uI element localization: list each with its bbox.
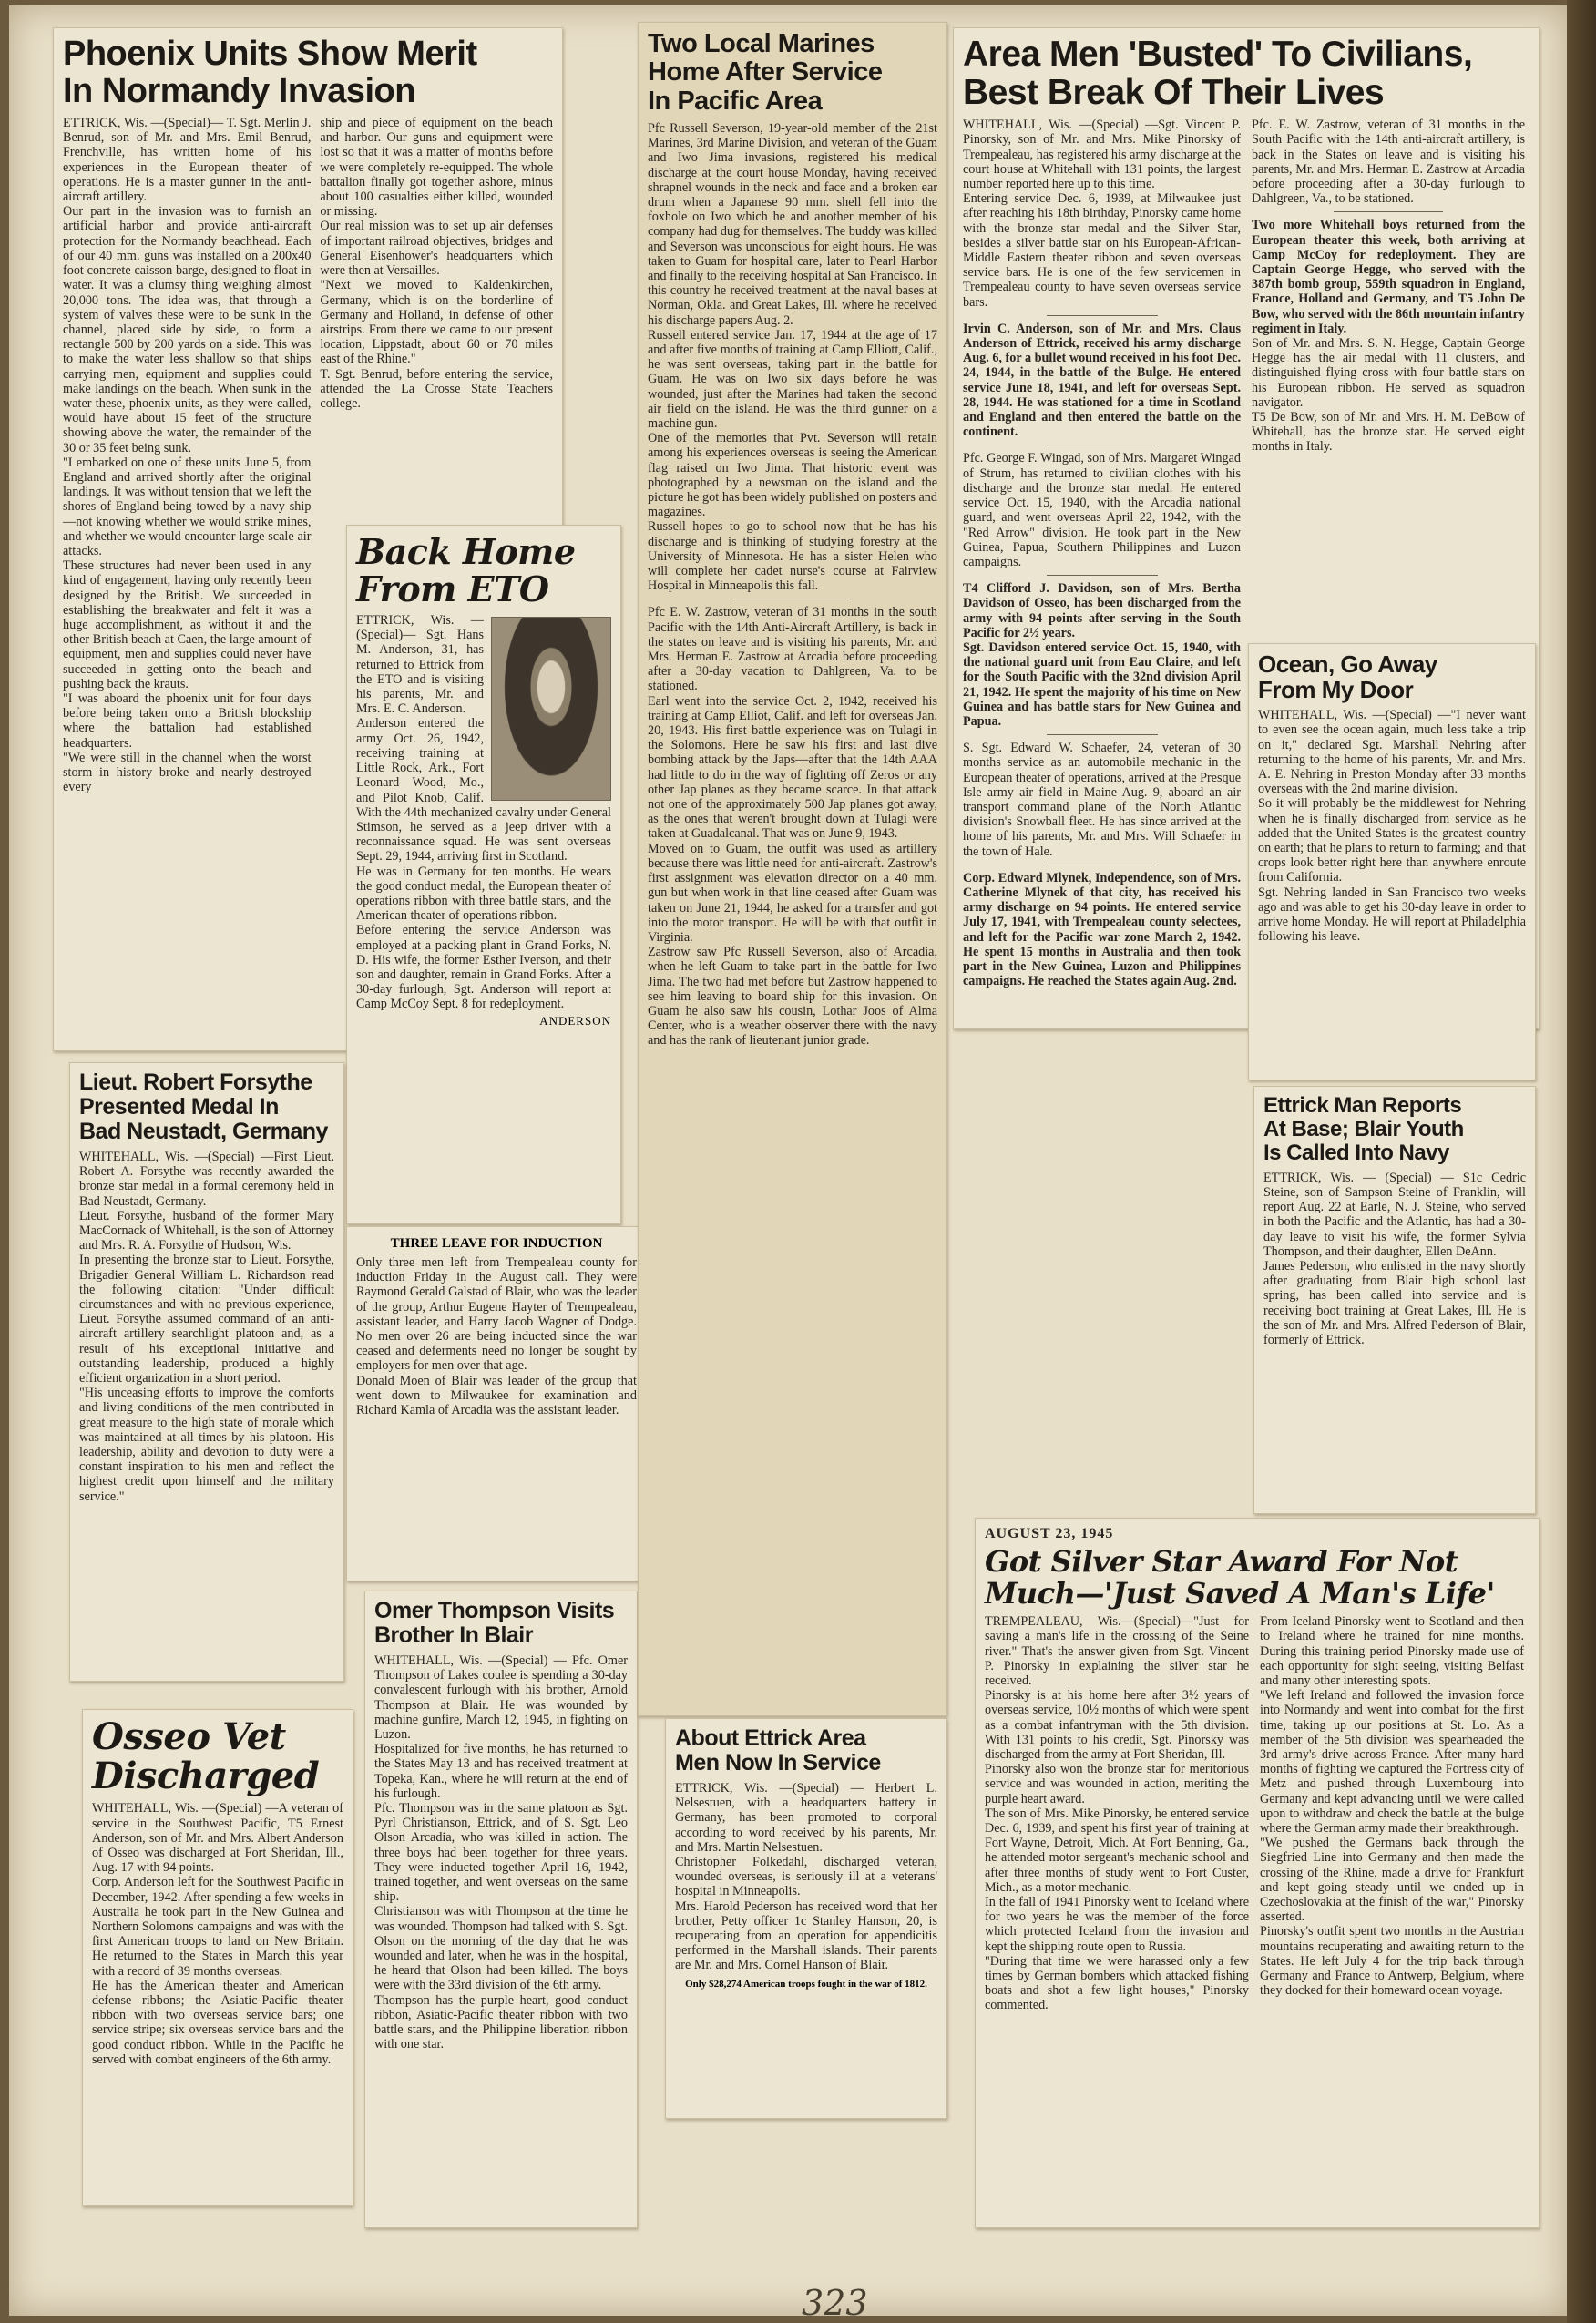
headline-three-leave: THREE LEAVE FOR INDUCTION [390,1236,603,1251]
scrapbook-page [9,5,1569,2323]
headline-line-1: Area Men 'Busted' To Civilians, [963,35,1473,74]
article-forsythe [69,1062,344,1682]
headline-line-2: From ETO [356,568,549,610]
headline-line-3: Is Called Into Navy [1264,1140,1449,1165]
headline-forsythe [79,1070,334,1144]
headline-line-2: Home After Service [648,57,883,87]
headline-line-2: Men Now In Service [675,1750,881,1776]
headline-line-2: Brother In Blair [374,1622,533,1648]
article-body-part1: Pfc Russell Severson, 19-year-old member of the 21st Marines, 3rd Marine Division, and veteran of the Guam and Iwo Jima invasions, registered his medical discharge at the court house Monday, having received shrapnel wounds in the neck and face and a broken ear drum when a Japanese 90 mm. shell fell into the foxhole on Iwo which he and another member of his company had dug for themselves. The buddy was killed and Severson was unconscious for eight hours. He was taken to Guam for hospital care, later to Pearl Harbor and finally to the receiving hospital at San Francisco. In this country he received treatment at the naval bases at Norman, Okla. and Great Lakes, Ill. where he received his discharge papers Aug. 2. Russell entered service Jan. 17, 1944 at the age of 17 and after five months of training at Camp Elliott, Calif., he was sent overseas, taking part in the battle for Guam. He was on Iwo six days before he was wounded, just after the Marines had taken the second air field on the island. He was the third gunner on a machine gun. One of the memories that Pvt. Severson will retain among his experiences overseas is seeing the American flag raised on Iwo Jima. That historic event was photographed by a newsman on the island and the picture he got has been widely published on posters and magazines. Russell hopes to go to school now that he has his discharge and is thinking of studying forestry at the University of Minnesota. He has a sister Helen who will complete her cadet nurse's course at Fairview Hospital in Minneapolis this fall. [648,120,937,594]
headline-line-3: In Pacific Area [648,86,823,116]
article-body-wingad: Pfc. George F. Wingad, son of Mrs. Margaret Wingad of Strum, has returned to civilian clothes with his discharge and the bronze star medal. He entered service Oct. 15, 1940, with the Arcadia national guard, and went overseas April 22, 1942, with the "Red Arrow" division. He took part in the New Guinea, Papua, Southern Philippines and Luzon campaigns. [963,451,1241,569]
article-body: WHITEHALL, Wis. —(Special) —First Lieut. Robert A. Forsythe was recently awarded the bronze star medal in a formal ceremony held in Bad Neustadt, Germany. Lieut. Forsythe, husband of the former Mary MacCornack of Whitehall, is the son of Attorney and Mrs. R. A. Forsythe of Hudson, Wis. In presenting the bronze star to Lieut. Forsythe, Brigadier General William L. Richardson read the following citation: "Under difficult circumstances and with no previous experience, Lieut. Forsythe assumed command of an anti-aircraft artillery searchlight platoon and, as a result of his exceptional initiative and outstanding leadership, produced a highly efficient organization in a short period. "His unceasing efforts to improve the comforts and living conditions of the men contributed in great measure to the high state of morale which was maintained at all times by his platoon. His leadership, ability and devotion to duty were a constant inspiration to his men and reflect the highest credit upon himself and the military service." [79,1150,334,1504]
headline-line-1: About Ettrick Area [675,1725,866,1751]
headline-line-2: From My Door [1258,676,1414,704]
handwritten-page-number: 323 [802,2283,868,2323]
headline-line-3: Bad Neustadt, Germany [79,1119,328,1144]
headline-phoenix [63,36,553,110]
headline-ocean [1258,651,1526,702]
article-body-anderson: Irvin C. Anderson, son of Mr. and Mrs. Claus Anderson of Ettrick, received his army discharge Aug. 6, for a bullet wound received in his foot Dec. 24, 1944, in the battle of the Bulge. He entered service June 18, 1941, and left for overseas Sept. 28, 1944. He was stationed for a time in Scotland and England and then entered the battle on the continent. [963,321,1241,440]
article-osseo-vet [82,1709,353,2206]
headline-line-2: Best Break Of Their Lives [963,73,1385,113]
album-binding [1567,0,1596,2323]
article-ettrick-man-reports [1253,1086,1536,1514]
article-body-mlynek: Corp. Edward Mlynek, Independence, son of Mrs. Catherine Mlynek of that city, has received his army discharge on 94 points. He entered service July 17, 1941, with Trempealeau county selectees, and left for the Pacific war zone March 2, 1942. He spent 15 months in Australia and then took part in the New Guinea, Luzon and Philippines campaigns. He reached the States again Aug. 2nd. [963,870,1241,989]
article-body-part2: Pfc E. W. Zastrow, veteran of 31 months in the south Pacific with the 14th Anti-Aircraft Artillery, is back in the states on leave and is visiting his parents, Mr. and Mrs. Herman E. Zastrow at Arcadia before proceeding after a 30-day vacation to Dahlgreen, Va. to be stationed. Earl went into the service Oct. 2, 1942, received his training at Camp Elliot, Calif. and left for overseas Jan. 20, 1943. His first battle experience was on Tulagi in the Solomons. Here he saw his first and last dive bombing attack by the Japs—after that the 14th AAA had little to do in the way of fighting off Zeros or any other Jap planes as they became scarce. In that attack not one of the approximately 500 Jap planes got away, as the ones that weren't brought down at Tulagi were taken at Guadalcanal. That was on June 9, 1943. Moved on to Guam, the outfit was used as artillery because there was little need for anti-aircraft. Zastrow's first assignment was elevation director on a 40 mm. gun but when work in that line ceased after Guam was taken on June 21, 1944, he asked for a transfer and got into the motor transport. He will be with that outfit in Virginia. Zastrow saw Pfc Russell Severson, also of Arcadia, when he left Guam to take part in the battle for Iwo Jima. The two had met before but Zastrow happened to see him leaving to board ship for this invasion. On Guam he also saw his cousin, Lothar Joos of Alma Center, who is a weather observer there with the navy and has the rank of lieutenant junior grade. [648,605,937,1049]
article-body: WHITEHALL, Wis. —(Special) —A veteran of service in the Southwest Pacific, T5 Ernest Anderson, son of Mr. and Mrs. Albert Anderson of Osseo was discharged at Fort Sheridan, Ill., Aug. 17 with 94 points. Corp. Anderson left for the Southwest Pacific in December, 1942. After spending a few weeks in Australia he took part in the New Guinea and Northern Solomons campaigns and was with the first American troops to land on New Britain. He returned to the States in March this year with a record of 39 months overseas. He has the American theater and American defense ribbons; the Asiatic-Pacific theater ribbon with two overseas service bars; one service stripe; six overseas service bars and the good conduct ribbon. While in the Pacific he served with combat engineers of the 6th army. [92,1801,343,2067]
headline-line-2: Presented Medal In [79,1094,279,1120]
divider [1047,575,1158,576]
headline-steine [1264,1094,1526,1165]
headline-line-1: Lieut. Robert Forsythe [79,1069,312,1095]
article-three-leave [346,1226,647,1581]
headline-line-1: Omer Thompson Visits [374,1598,615,1623]
headline-line-1: Osseo Vet [92,1715,286,1758]
divider [1334,211,1443,212]
headline-omer [374,1599,628,1648]
article-body: Only three men left from Trempealeau county for induction Friday in the August call. They were Raymond Gerald Galstad of Blair, who was the leader of the group, Arthur Eugene Hayter of Trempealeau, assistant leader, and Harry Jacob Wagner of Dodge. No men over 26 are being inducted since the war ceased and deferments need no longer be sought by employers for men over that age. Donald Moen of Blair was leader of the group that went down to Milwaukee for examination and Richard Kamla of Arcadia was the assistant leader. [356,1255,637,1418]
article-back-home [346,525,621,1224]
headline-line-1: Back Home [356,531,576,572]
filler-note: Only $28,274 American troops fought in the war of 1812. [685,1978,927,1990]
headline-line-2: Much—'Just Saved A Man's Life' [985,1575,1495,1611]
article-body-zastrow: Pfc. E. W. Zastrow, veteran of 31 months in the South Pacific with the 14th anti-aircraft artillery, is back in the States on leave and is visiting his parents, Mr. and Mrs. Herman E. Zastrow at Arcadia before proceeding after a 30-day furlough to Dahlgreen, Va., to be stationed. [1252,118,1525,207]
headline-back-home [356,533,611,608]
clipping-date: AUGUST 23, 1945 [985,1526,1114,1541]
headline-osseo [92,1717,343,1796]
soldier-photo [491,617,611,801]
headline-line-1: Got Silver Star Award For Not [985,1544,1458,1579]
headline-marines [648,30,937,116]
headline-line-1: Ocean, Go Away [1258,650,1437,678]
article-body-davidson: T4 Clifford J. Davidson, son of Mrs. Bertha Davidson of Osseo, has been discharged from the army with 94 points after serving in the South Pacific for 2½ years. Sgt. Davidson entered service Oct. 15, 1940, with the national guard unit from Eau Claire, and left for the South Pacific with the 32nd division April 21, 1942. He spent the majority of his time on New Guinea and has battle stars for New Guinea and Papua. [963,581,1241,729]
article-body-schaefer: S. Sgt. Edward W. Schaefer, 24, veteran of 30 months service as an automobile mechanic in the European theater of operations, arrived at the Presque Isle army air field in Maine Aug. 9, aboard an air transport command plane of the North Atlantic division's Snowball fleet. He has since arrived at the home of his parents, Mr. and Mrs. Will Schaefer in the town of Hale. [963,741,1241,859]
article-body-col1: ETTRICK, Wis. —(Special)— T. Sgt. Merlin J. Benrud, son of Mr. and Mrs. Emil Benrud, Frenchville, has written home of his experiences in the European theater of operations. He is a master gunner in the anti-aircraft artillery. Our part in the invasion was to furnish an artificial harbor and provide anti-aircraft protection for the Normandy beachhead. Each of our 40 mm. guns was installed on a 200x40 foot concrete caisson barge, designed to float in water. It was a clumsy thing weighing almost 20,000 tons. The idea was, that through a system of valves these were to be sunk in the channel, placed side by side, to form a rectangle 500 by 200 yards on a side. This was to make the water less shallow so that ships carrying men, equipment and supplies could make landings on the beach. When sunk in the water these, phoenix units, as they were called, would have about 15 feet of the structure showing above the water, the remainder of the 30 or 35 feet being sunk. "I embarked on one of these units June 5, from England and arrived shortly after the original landings. It was without tension that we left the shores of England being towed by a navy ship—not knowing whether we would strike mines, and whether we would encounter large scale air attacks. These structures had never been used in any kind of engagement, having only recently been designed by the British. We succeeded in establishing the breakwater and felt it was a huge accomplishment, as without it and the other British beach at Caen, the large amount of equipment, men and supplies could never have succeeded in getting onto the beach and pushing back the krauts. "I was aboard the phoenix unit for four days before being taken onto a British blockship where the battalion had established headquarters. "We were still in the channel when the worst storm in history broke and nearly destroyed every [63,116,312,795]
headline-line-2: Discharged [92,1755,320,1798]
article-body-col2: From Iceland Pinorsky went to Scotland and then to Ireland where he trained for nine months. During this training period Pinorsky made use of each opportunity for sight seeing, visiting Belfast and many other interesting spots. "We left Ireland and followed the invasion force into Normandy and went into combat for the first time, taking up our positions at St. Lo. As a member of the 5th division was spearheaded the 3rd army's drive across France. After many hard months of fighting we captured the Fortress city of Metz and pushed through Luxembourg into Germany and kept advancing until we were called upon to withdraw and check the battle at the bulge where the German army made their breakthrough. "We pushed the Germans back through the Siegfried Line into Germany and then made the crossing of the Rhine, made a drive for Frankfurt and kept going steady until we ended up in Czechoslovakia at the finish of the war," Pinorsky asserted. Pinorsky's outfit spent two months in the Austrian mountains recuperating and awaiting return to the States. He left July 4 for the trip back through Germany and France to Antwerp, Belgium, where they docked for their homeward ocean voyage. [1260,1614,1524,1999]
headline-line-2: In Normandy Invasion [63,72,415,111]
article-ettrick-area [665,1718,947,2119]
article-two-marines [638,22,947,1716]
article-body-col1: TREMPEALEAU, Wis.—(Special)—"Just for saving a man's life in the crossing of the Seine river." That's the answer given from Sgt. Vincent P. Pinorsky in explaining the silver star he received. Pinorsky is at his home here after 3½ years of overseas service, 10½ months of which were spent as a combat infantryman with the 5th division. With 131 points to his credit, Sgt. Pinorsky was discharged from the army at Fort Sheridan, Ill. Pinorsky also won the bronze star for meritorious service and was wounded in action, meriting the purple heart award. The son of Mrs. Mike Pinorsky, he entered service Dec. 6, 1939, and spent his first year of training at Fort Wayne, Detroit, Mich. At Fort Benning, Ga., he attended motor sergeant's mechanic school and after three months of study went to Fort Custer, Mich., as a motor mechanic. In the fall of 1941 Pinorsky went to Iceland where for two years he was the member of the force which protected Iceland from the invasion and kept the shipping route open to Russia. "During that time we were harassed only a few times by German bombers which attacked fishing boats and shot a few light houses," Pinorsky commented. [985,1614,1249,2013]
headline-silver-star [985,1546,1530,1609]
article-body: ETTRICK, Wis. — (Special) — S1c Cedric Steine, son of Sampson Steine of Franklin, will report Aug. 22 at Earle, N. J. Steine, who served in both the Pacific and the Atlantic, has had a 30-day leave to visit his wife, the former Sylvia Thompson, and their daughter, Ellen DeAnn. James Pederson, who enlisted in the navy shortly after graduating from Blair high school last spring, has been called into service and is receiving boot training at Great Lakes, Ill. He is the son of Mr. and Mrs. Alfred Pederson of Blair, formerly of Ettrick. [1264,1170,1526,1347]
article-body-whitehall-boys: Two more Whitehall boys returned from the European theater this week, both arriving at Camp McCoy for redeployment. They are Captain George Hegge, who served with the 387th bomb group, 559th squadron in England, France, Holland and Germany, and T5 John De Bow, who served with the 86th mountain infantry regiment in Italy. [1252,218,1525,336]
article-ocean-go-away [1248,643,1536,1080]
photo-caption: ANDERSON [539,1013,611,1028]
article-body: ETTRICK, Wis. —(Special)— Sgt. Hans M. Anderson, 31, has returned to Ettrick from the ETO and is visiting his parents, Mr. and Mrs. E. C. Anderson. Anderson entered the army Oct. 26, 1942, receiving training at Little Rock, Ark., Fort Leonard Wood, Mo., and Pilot Knob, Calif. With the 44th mechanized cavalry under General Stimson, he served as a jeep driver with a reconnaissance squad. He was sent overseas Sept. 29, 1944, arriving first in Scotland. He was in Germany for ten months. He wears the good conduct medal, the European theater of operations ribbon with three battle stars, and the American theater of operations ribbon. Before entering the service Anderson was employed at a packing plant in Grand Forks, N. D. His wife, the former Esther Iverson, and their son and daughter, remain in Grand Forks. After a 30-day furlough, Sgt. Anderson will report at Camp McCoy Sept. 8 for redeployment. [356,613,611,1012]
article-body-hegge: Son of Mr. and Mrs. S. N. Hegge, Captain George Hegge has the air medal with 11 clusters, and distinguished flying cross with four battle stars on his European ribbon. He served as squadron navigator. T5 De Bow, son of Mr. and Mrs. H. M. DeBow of Whitehall, has the bronze star. He served eight months in Italy. [1252,336,1525,455]
article-body: WHITEHALL, Wis. —(Special) — Pfc. Omer Thompson of Lakes coulee is spending a 30-day convalescent furlough with his brother, Arnold Thompson at Blair. He was wounded by machine gunfire, March 12, 1945, in fighting on Luzon. Hospitalized for five months, he has returned to the States May 13 and has received treatment at Topeka, Kan., where he will return at the end of his furlough. Pfc. Thompson was in the same platoon as Sgt. Pyrl Christianson, Ettrick, and of S. Sgt. Leo Olson Arcadia, who was killed in action. The three boys had been together for three years. They were inducted together April 16, 1942, trained together, and went overseas on the same ship. Christianson was with Thompson at the time he was wounded. Thompson had talked with S. Sgt. Olson on the morning of the day that he was wounded and later, when he was in the hospital, he heard that Olson had been killed. The boys were with the 33rd division of the 6th army. Thompson has the purple heart, good conduct ribbon, Asiatic-Pacific theater ribbon with two battle stars, and the Philippine liberation ribbon with one star. [374,1653,628,2052]
article-body-pinorsky: WHITEHALL, Wis. —(Special) —Sgt. Vincent P. Pinorsky, son of Mr. and Mrs. Mike Pinorsky of Trempealeau, has registered his army discharge at the court house at Whitehall with 131 points, the largest number reported here up to this time. Entering service Dec. 6, 1939, at Milwaukee just after reaching his 18th birthday, Pinorsky came home with the bronze star medal and the Silver Star, besides a silver battle star on his European-African-Middle Eastern theater ribbon and seven overseas service bars. He is one of the few servicemen in Trempealeau county to have seven overseas service bars. [963,118,1241,310]
article-silver-star [975,1518,1540,2228]
headline-ettrick-area [675,1726,937,1776]
busted-col1 [963,118,1241,988]
headline-line-2: At Base; Blair Youth [1264,1116,1464,1141]
article-omer-thompson [364,1591,638,2228]
headline-line-1: Phoenix Units Show Merit [63,35,477,73]
headline-line-1: Ettrick Man Reports [1264,1093,1462,1118]
article-body-col2: ship and piece of equipment on the beach and harbor. Our guns and equipment were lost so that it was a matter of months before we were completely re-equipped. The whole battalion finally got together ashore, minus about 100 casualties either killed, wounded or missing. Our real mission was to set up air defenses of important railroad objectives, bridges and General Eisenhower's headquarters which were then at Versailles. "Next we moved to Kaldenkirchen, Germany, which is on the borderline of Germany and Holland, in defense of other airstrips. From there we came to our present location, Lippstadt, about 60 or 70 miles east of the Rhine." T. Sgt. Benrud, before entering the service, attended the La Crosse State Teachers college. [320,116,553,411]
divider [1047,734,1158,735]
divider [1047,315,1158,316]
headline-busted [963,36,1530,112]
headline-line-1: Two Local Marines [648,29,875,58]
article-body: WHITEHALL, Wis. —(Special) —"I never want to even see the ocean again, much less take a trip on it," declared Sgt. Marshall Nehring after returning to the home of his parents, Mr. and Mrs. A. E. Nehring in Preston Monday after 33 months overseas with the 2nd marine division. So it will probably be the middlewest for Nehring when he is finally discharged from service as he added that the United States is the greatest country on earth; that he plans to return to farming; and that crops look better right here than anywhere enroute from California. Sgt. Nehring landed in San Francisco two weeks ago and was able to get his 30-day leave in order to arrive home Monday. He will report at Philadelphia following his leave. [1258,708,1526,945]
article-body: ETTRICK, Wis. —(Special) — Herbert L. Nelsestuen, with a headquarters battery in Germany, has been promoted to corporal according to word received by his parents, Mr. and Mrs. Martin Nelsestuen. Christopher Folkedahl, discharged veteran, wounded overseas, is seriously ill at a veterans' hospital in Minneapolis. Mrs. Harold Pederson has received word that her brother, Petty officer 1c Stanley Hanson, 20, is recuperating from an operation for appendicitis performed in the Marshall islands. Their parents are Mr. and Mrs. Cornel Hanson of Blair. [675,1781,937,1973]
